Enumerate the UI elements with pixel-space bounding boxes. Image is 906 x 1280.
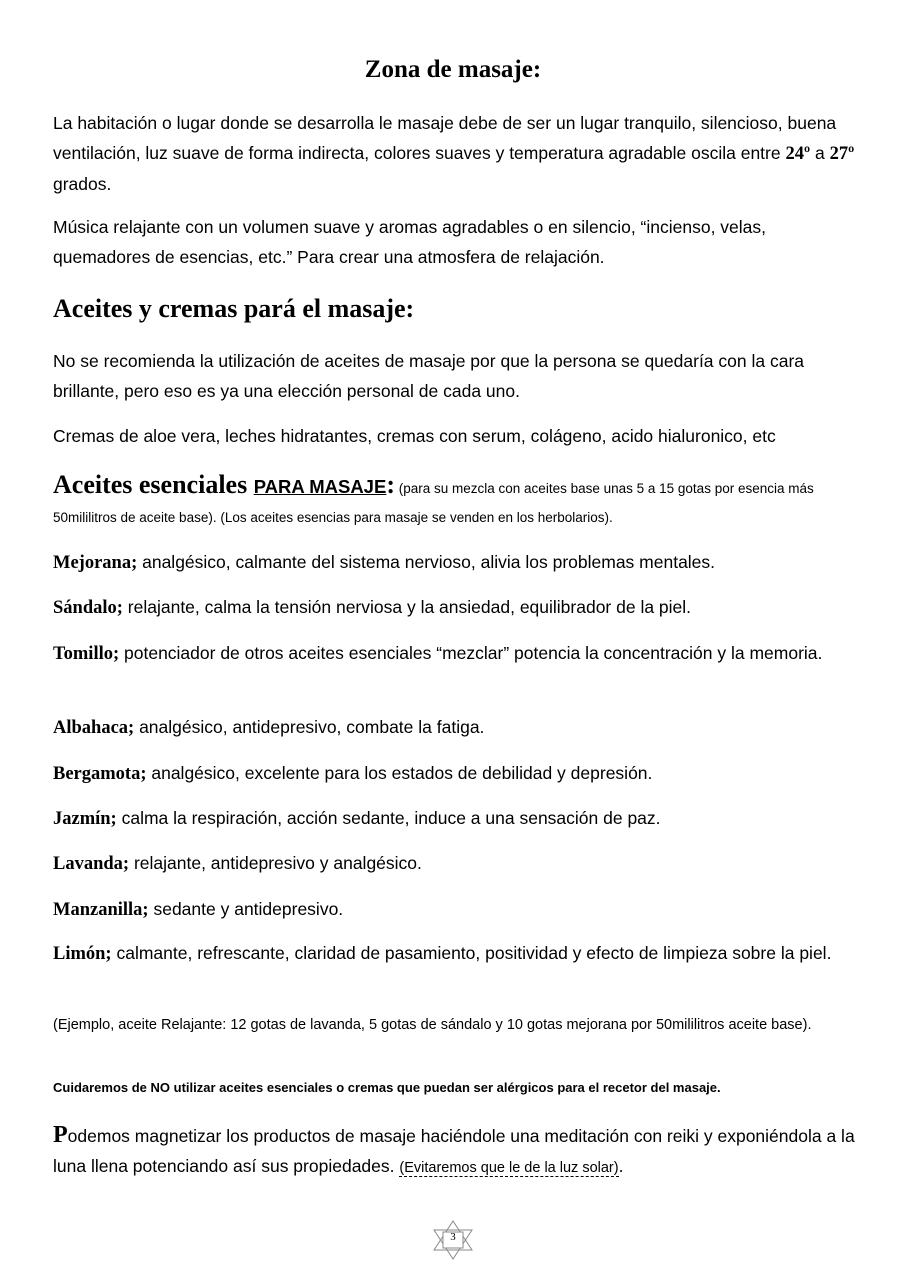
oil-desc: analgésico, calmante del sistema nervioso, alivia los problemas mentales. [137,552,716,572]
closing-paragraph [53,1120,863,1183]
page-number: 3 [450,1231,456,1243]
oil-name: Jazmín; [53,809,117,829]
drop-initial: P [53,1122,68,1148]
oil-desc: relajante, calma la tensión nerviosa y la ansiedad, equilibrador de la piel. [122,597,692,617]
closing-note: (Evitaremos que le de la luz solar) [399,1160,619,1176]
oil-item [53,758,863,789]
temp-max: 27º [829,144,855,164]
oil-item [53,848,863,879]
oil-desc: calma la respiración, acción sedante, induce a una sensación de paz. [116,808,661,828]
oil-name: Mejorana; [53,553,138,573]
warning-note: Cuidaremos de NO utilizar aceites esenciales o cremas que puedan ser alérgicos para el recetor del masaje. [53,1080,721,1095]
oil-item [53,547,863,578]
page-title: Zona de masaje: [364,56,542,83]
oil-item [53,638,863,669]
closing-text: odemos magnetizar los productos de masaje haciéndole una meditación con reiki y exponiéndola a la luna llena potenciando así sus propiedades. [53,1126,855,1176]
esenciales-note: (para su mezcla con aceites base unas 5 a 15 gotas por esencia más 50mililitros de aceite base). (Los aceites esencias para masaje se venden en los herbolarios). [53,481,814,525]
oil-name: Lavanda; [53,854,130,874]
page-number-ornament [431,1220,475,1260]
esenciales-heading-block [53,470,863,532]
zona-paragraph-1 [53,108,863,199]
example-note: (Ejemplo, aceite Relajante: 12 gotas de lavanda, 5 gotas de sándalo y 10 gotas mejorana por 50mililitros aceite base). [53,1017,812,1033]
oil-name: Bergamota; [53,764,147,784]
oil-desc: calmante, refrescante, claridad de pasamiento, positividad y efecto de limpieza sobre la piel. [111,943,832,963]
heading-colon: : [386,470,395,499]
zona-text-end: grados. [53,174,112,194]
closing-end: . [618,1156,624,1176]
oil-name: Albahaca; [53,718,135,738]
oil-item [53,803,863,834]
aceites-paragraph-2: Cremas de aloe vera, leches hidratantes, cremas con serum, colágeno, acido hialuronico, etc [53,426,776,446]
oil-item [53,938,863,969]
zona-paragraph-2: Música relajante con un volumen suave y aromas agradables o en silencio, “incienso, velas, quemadores de esencias, etc.” Para crear una atmosfera de relajación. [53,217,767,267]
oil-name: Tomillo; [53,644,120,664]
oil-desc: potenciador de otros aceites esenciales “mezclar” potencia la concentración y la memoria. [119,643,823,663]
zona-text: La habitación o lugar donde se desarrolla le masaje debe de ser un lugar tranquilo, silencioso, buena ventilación, luz suave de forma indirecta, colores suaves y temperatura agradable oscila entre [53,113,837,163]
zona-text-mid: a [810,143,830,163]
oil-name: Manzanilla; [53,900,149,920]
temp-min: 24º [785,144,811,164]
oil-desc: analgésico, excelente para los estados de debilidad y depresión. [146,763,653,783]
oil-name: Sándalo; [53,598,123,618]
aceites-paragraph-1: No se recomienda la utilización de aceites de masaje por que la persona se quedaría con la cara brillante, pero eso es ya una elección personal de cada uno. [53,351,805,401]
oil-desc: sedante y antidepresivo. [148,899,344,919]
heading-underlined: PARA MASAJE [253,476,387,497]
oil-desc: relajante, antidepresivo y analgésico. [129,853,422,873]
oil-desc: analgésico, antidepresivo, combate la fatiga. [134,717,485,737]
oil-item [53,592,863,623]
section-heading-aceites-cremas: Aceites y cremas pará el masaje: [53,294,415,323]
oil-item [53,894,863,925]
oil-item [53,712,863,743]
section-heading-esenciales: Aceites esenciales [53,470,254,499]
oil-name: Limón; [53,944,112,964]
